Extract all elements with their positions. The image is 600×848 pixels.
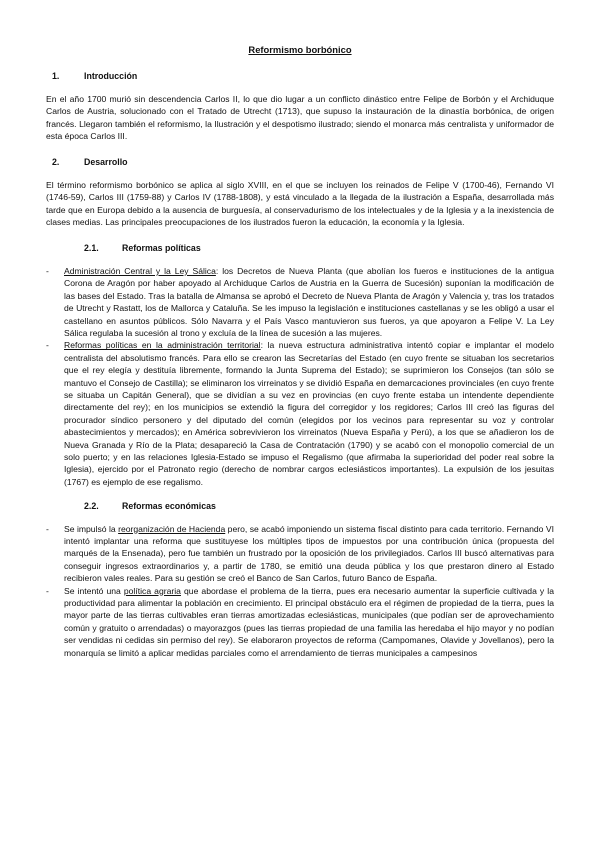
item-term: Reformas políticas en la administración territorial bbox=[64, 340, 261, 351]
item-text: : los Decretos de Nueva Planta (que abolían los fueros e instituciones de la antigua Corona de Aragón por haber apoyado al Archiduque Carlos de Austria en la Guerra de Sucesión) suponían la modificación de las bases del Estado. Tras la batalla de Almansa se aprobó el Decreto de Nueva Planta de Aragón y Valencia y, tras los tratados de Utrecht y Rastatt, los de Mallorca y Cataluña. Se les impuso la legislación e instituciones castellanas y se les obligó a usar el castellano en asuntos públicos. Sólo Navarra y el País Vasco mantuvieron sus fueros, ya que apoyaron a Felipe V. La Ley Sálica regulaba la sucesión al trono y excluía de la línea de sucesión a las mujeres. bbox=[64, 265, 555, 338]
bullet-dash: - bbox=[46, 340, 49, 351]
list-item bbox=[46, 339, 554, 488]
subsection-heading-politicas bbox=[46, 242, 554, 254]
document-title: Reformismo borbónico bbox=[248, 44, 352, 55]
item-text: que abordase el problema de la tierra, pues era necesario aumentar la superficie cultivada y la productividad para alimentar la población en crecimiento. El principal obstáculo era el régimen de propiedad de la tierra, pues la mayor parte de las tierras cultivables eran tierras amortizadas eclesiásticas, municipales (que podían ser de aprovechamiento común y gratuito o arrendadas) o mayorazgos (pues las tierras propiedad de una familia las heredaba el hijo mayor y no podían ser vendidas ni cedidas sin permiso del rey). Se elaboraron proyectos de reforma (Campomanes, Olavide y Jovellanos), pero la monarquía se limitó a aplicar medidas parciales como el arrendamiento de tierras municipales a campesinos bbox=[64, 585, 554, 658]
section-heading-intro bbox=[46, 70, 554, 82]
section-title: Introducción bbox=[84, 71, 138, 82]
bullet-dash: - bbox=[46, 265, 49, 276]
list-item bbox=[46, 585, 554, 659]
subsection-title: Reformas económicas bbox=[122, 501, 216, 512]
list-item bbox=[46, 265, 554, 339]
bullet-dash: - bbox=[46, 585, 49, 596]
item-text: pero, se acabó imponiendo un sistema fiscal distinto para cada territorio. Fernando VI intentó implantar una reforma que sustituyese los múltiples tipos de impuestos por una contribución única (propuesta del marqués de la Ensenada), pero fue también un frustrado por la oposición de los privilegiados. Carlos III buscó alternativas para conseguir ingresos extraordinarios y, a partir de 1780, se emitió una deuda pública y los que prestaron dinero al Estado recibieron vales reales. Para su gestión se creó el Banco de San Carlos, futuro Banco de España. bbox=[64, 523, 554, 584]
subsection-number: 2.2. bbox=[84, 501, 99, 512]
section-number: 2. bbox=[52, 157, 60, 168]
section-number: 1. bbox=[52, 71, 60, 82]
item-pre: Se impulsó la bbox=[64, 523, 119, 534]
economicas-list bbox=[46, 523, 554, 659]
desarrollo-paragraph: El término reformismo borbónico se aplica al siglo XVIII, en el que se incluyen los reinados de Felipe V (1700-46), Fernando VI (1746-59), Carlos III (1759-88) y Carlos IV (1788-1808), y está vinculado a la llegada de la ilustración a España, desarrollada más tarde que en Europa debido a la ausencia de burguesía, al conservadurismo de los intelectuales y de la Iglesia y a la inexistencia de clases medias. Las principales preocupaciones de los ilustrados fueron la educación, la economía y la Iglesia. bbox=[46, 179, 554, 228]
list-item bbox=[46, 523, 554, 585]
item-text: : la nueva estructura administrativa intentó copiar e implantar el modelo centralista del absolutismo francés. Para ello se crearon las Secretarías del Estado (en cuyo frente se situaban los secretarios que el rey elegía y destituía libremente, formando la Junta Suprema del Estado); se suprimieron los Consejos (tan sólo se mantuvo el Consejo de Castilla); se eliminaron los virreinatos y se dividió España en demarcaciones provinciales (en cuyo frente se situaba un Capitán General), que se dividían a su vez en provincias (en cuyo frente estaba un intendente dependiente directamente del rey); en los municipios se extendió la figura del corregidor y los regidores; Carlos III creó las figuras del procurador síndico personero y del diputado del común (elegidos por los vecinos para representar su voz y controlar abastecimientos y mercados); en América sobrevivieron los virreinatos (Nueva España y Perú), a los que se añadieron los de Nueva Granada y Río de la Plata; desapareció la Casa de Contratación (1790) y se acabó con el monopolio comercial de un solo puerto; y en las relaciones Iglesia-Estado se impuso el Regalismo (que afirmaba la superioridad del poder real sobre la Iglesia), ejercido por el Patronato regio (derecho de nombrar cargos eclesiásticos importantes). La expulsión de los jesuitas (1767) es ejemplo de ese regalismo. bbox=[64, 340, 554, 487]
subsection-title: Reformas políticas bbox=[122, 243, 201, 254]
item-term: Administración Central y la Ley Sálica bbox=[64, 265, 216, 276]
item-term: política agraria bbox=[123, 585, 181, 596]
item-pre: Se intentó una bbox=[64, 585, 124, 596]
subsection-heading-economicas bbox=[46, 500, 554, 512]
section-heading-desarrollo bbox=[46, 156, 554, 168]
item-term: reorganización de Hacienda bbox=[118, 523, 226, 534]
politicas-list bbox=[46, 265, 554, 488]
intro-paragraph: En el año 1700 murió sin descendencia Carlos II, lo que dio lugar a un conflicto dinástico entre Felipe de Borbón y el Archiduque Carlos de Austria, solucionado con el Tratado de Utrecht (1713), que supuso la instauración de la dinastía borbónica, de origen francés. Llegaron también el reformismo, la Ilustración y el despotismo ilustrado; siendo el monarca más centralista y uniformador de esta época Carlos III. bbox=[46, 93, 554, 142]
section-title: Desarrollo bbox=[84, 157, 128, 168]
bullet-dash: - bbox=[46, 523, 49, 534]
subsection-number: 2.1. bbox=[84, 243, 99, 254]
